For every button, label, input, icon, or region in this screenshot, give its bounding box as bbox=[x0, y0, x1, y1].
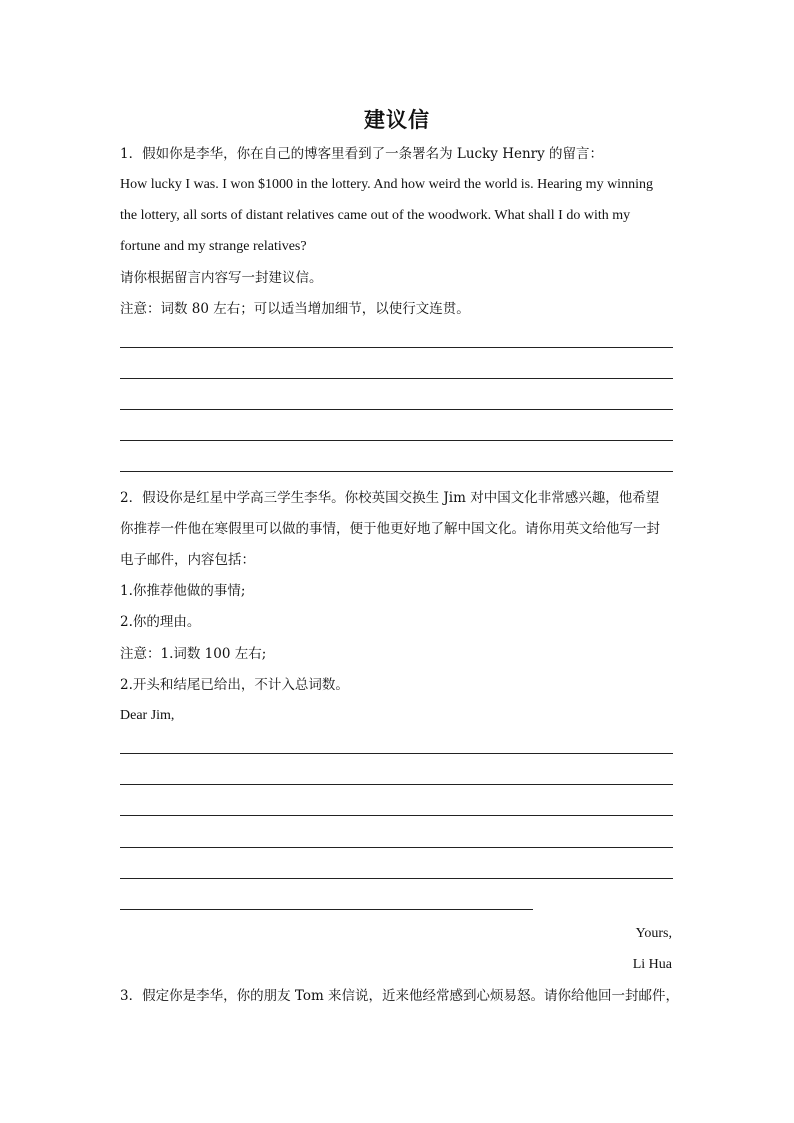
q2-note: 2.开头和结尾已给出，不计入总词数。 bbox=[120, 677, 349, 693]
answer-line[interactable] bbox=[120, 440, 673, 441]
answer-line[interactable] bbox=[120, 878, 673, 879]
answer-line[interactable] bbox=[120, 784, 673, 785]
answer-line[interactable] bbox=[120, 909, 533, 910]
q2-prompt-line: 你推荐一件他在寒假里可以做的事情，便于他更好地了解中国文化。请你用英文给他写一封 bbox=[120, 521, 660, 537]
answer-line[interactable] bbox=[120, 471, 673, 472]
q1-message-line: the lottery, all sorts of distant relatives came out of the woodwork. What shall I do with my bbox=[120, 208, 631, 223]
answer-line[interactable] bbox=[120, 847, 673, 848]
q1-prompt-line: 1．假如你是李华，你在自己的博客里看到了一条署名为 Lucky Henry 的留言： bbox=[120, 146, 604, 162]
q1-instruction: 请你根据留言内容写一封建议信。 bbox=[120, 270, 323, 286]
answer-line[interactable] bbox=[120, 347, 673, 348]
q2-note: 注意：1.词数 100 左右; bbox=[120, 646, 267, 662]
q2-prompt-line: 2．假设你是红星中学高三学生李华。你校英国交换生 Jim 对中国文化非常感兴趣，他希望 bbox=[120, 490, 660, 506]
letter-signature: Li Hua bbox=[632, 957, 672, 972]
page-title: 建议信 bbox=[364, 107, 430, 132]
letter-salutation: Dear Jim, bbox=[120, 708, 175, 723]
q1-note: 注意：词数 80 左右；可以适当增加细节，以使行文连贯。 bbox=[120, 301, 470, 317]
q1-message-line: fortune and my strange relatives? bbox=[120, 239, 307, 254]
q2-requirement: 1.你推荐他做的事情; bbox=[120, 583, 246, 599]
q2-prompt-line: 电子邮件，内容包括： bbox=[120, 552, 255, 568]
answer-line[interactable] bbox=[120, 815, 673, 816]
q3-prompt-line: 3．假定你是李华，你的朋友 Tom 来信说，近来他经常感到心烦易怒。请你给他回一封邮件， bbox=[120, 988, 680, 1004]
answer-line[interactable] bbox=[120, 378, 673, 379]
q1-message-line: How lucky I was. I won $1000 in the lottery. And how weird the world is. Hearing my winning bbox=[120, 177, 653, 192]
answer-line[interactable] bbox=[120, 409, 673, 410]
q2-requirement: 2.你的理由。 bbox=[120, 614, 201, 630]
letter-closing: Yours, bbox=[635, 926, 672, 941]
answer-line[interactable] bbox=[120, 753, 673, 754]
